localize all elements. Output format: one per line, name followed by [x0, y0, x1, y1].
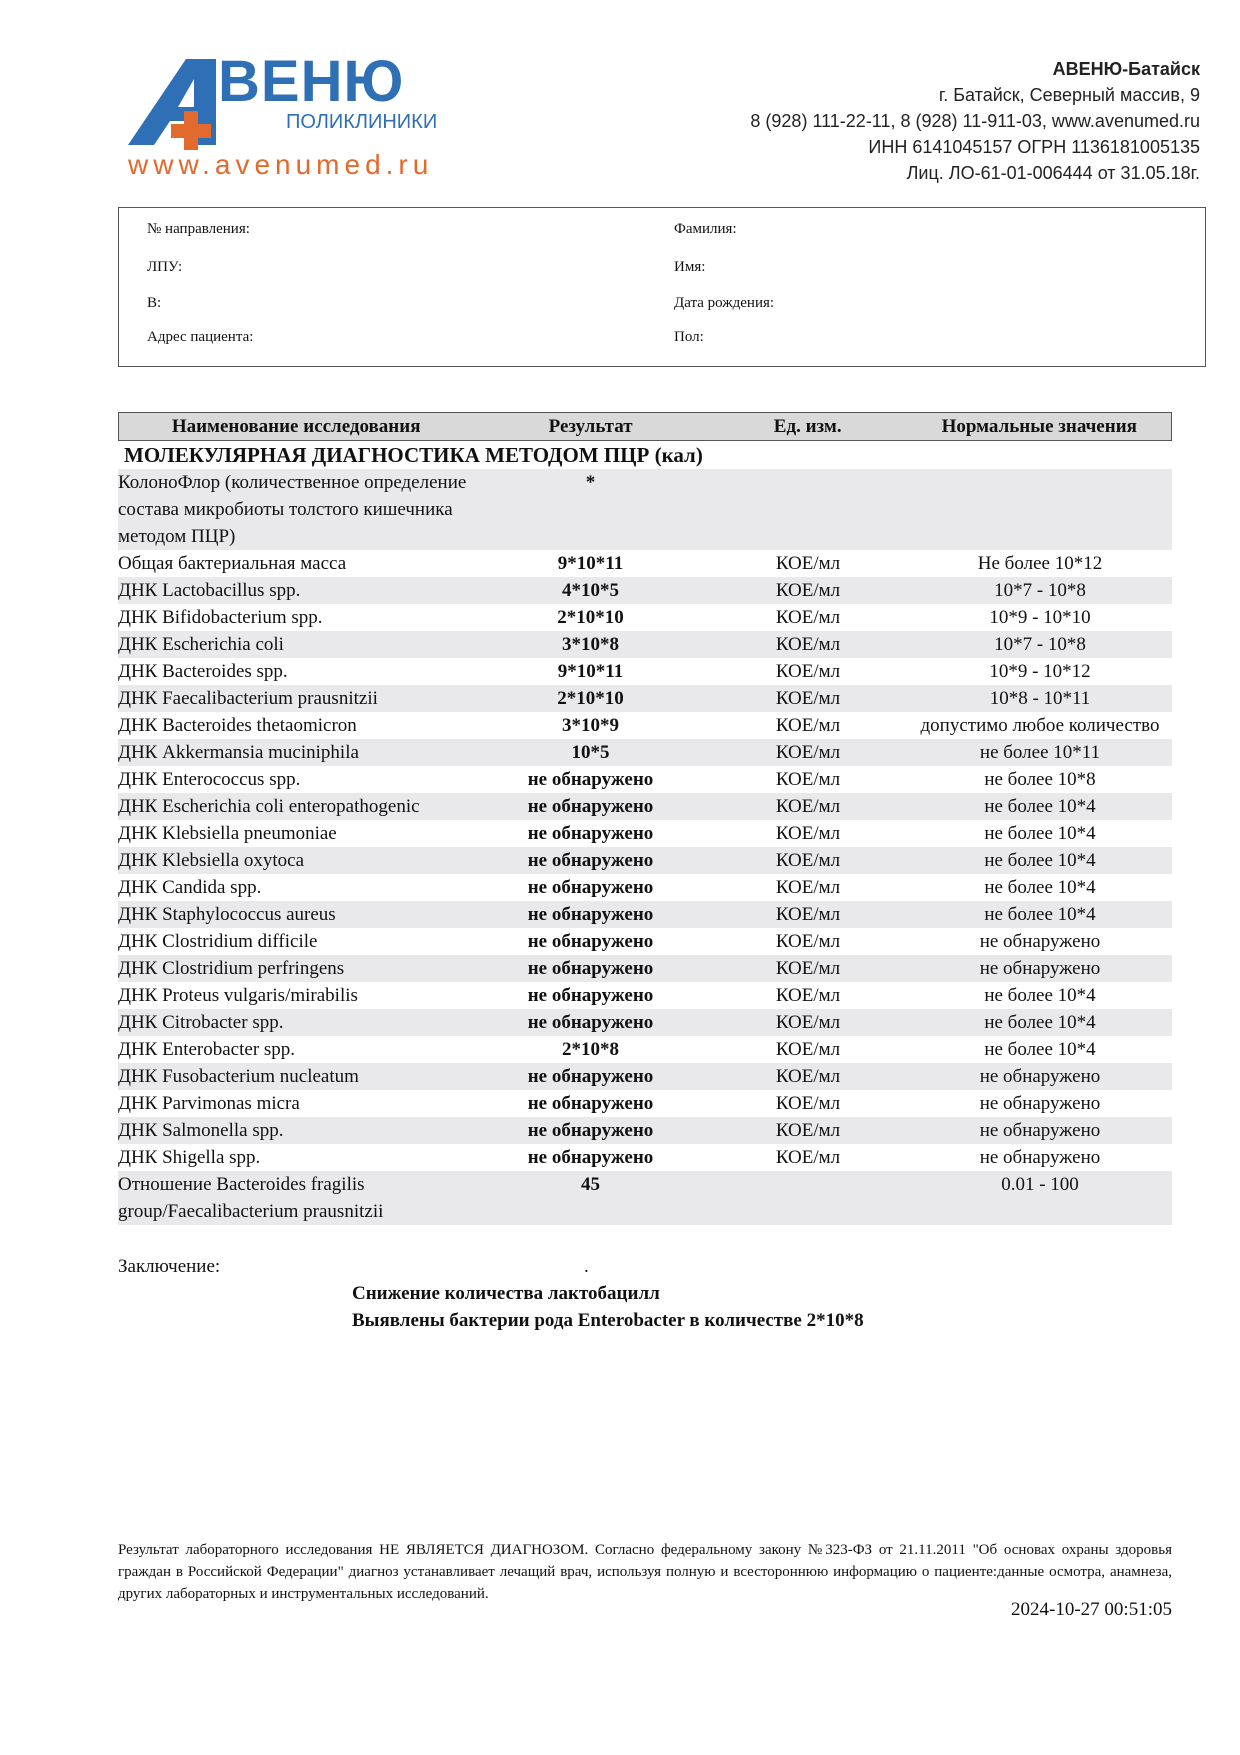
conclusion-line-2: Выявлены бактерии рода Enterobacter в количестве 2*10*8	[352, 1310, 864, 1331]
row-result: не обнаружено	[527, 769, 654, 790]
birth-date-label: Дата рождения:	[674, 295, 775, 311]
row-unit: КОЕ/мл	[775, 688, 841, 709]
row-norm: не более 10*4	[984, 904, 1096, 925]
row-result: не обнаружено	[527, 877, 654, 898]
row-norm: не обнаружено	[979, 958, 1101, 979]
timestamp: 2024-10-27 00:51:05	[1011, 1599, 1172, 1620]
conclusion-line-1: Снижение количества лактобацилл	[352, 1283, 660, 1304]
row-result: 3*10*9	[562, 715, 619, 736]
row-name: ДНК Proteus vulgaris/mirabilis	[118, 985, 358, 1006]
row-norm: не более 10*4	[984, 1012, 1096, 1033]
direction-label: № направления:	[147, 221, 250, 237]
row-norm: не более 10*4	[984, 877, 1096, 898]
row-result: 3*10*8	[562, 634, 619, 655]
org-address: г. Батайск, Северный массив, 9	[938, 85, 1200, 105]
row-norm: 10*8 - 10*11	[989, 688, 1091, 709]
header-norm: Нормальные значения	[941, 415, 1137, 437]
row-unit: КОЕ/мл	[775, 1039, 841, 1060]
table-row	[118, 874, 1172, 901]
row-result: не обнаружено	[527, 931, 654, 952]
row-name: ДНК Shigella spp.	[118, 1147, 261, 1168]
org-ids: ИНН 6141045157 ОГРН 1136181005135	[868, 137, 1200, 157]
table-row	[118, 928, 1172, 955]
row-norm: не обнаружено	[979, 1147, 1101, 1168]
row-norm: не более 10*4	[984, 985, 1096, 1006]
row-result: *	[585, 472, 596, 493]
row-name: ДНК Enterobacter spp.	[118, 1039, 296, 1060]
row-unit: КОЕ/мл	[775, 1093, 841, 1114]
row-unit: КОЕ/мл	[775, 796, 841, 817]
table-row	[118, 955, 1172, 982]
row-result: 4*10*5	[562, 580, 619, 601]
org-license: Лиц. ЛО-61-01-006444 от 31.05.18г.	[906, 163, 1200, 183]
table-row	[118, 847, 1172, 874]
org-phones: 8 (928) 111-22-11, 8 (928) 11-911-03, www.avenumed.ru	[750, 111, 1200, 131]
row-norm: не обнаружено	[979, 931, 1101, 952]
table-row	[118, 631, 1172, 658]
row-unit: КОЕ/мл	[775, 823, 841, 844]
row-norm: не обнаружено	[979, 1120, 1101, 1141]
row-result: 2*10*8	[562, 1039, 619, 1060]
clinic-logo	[128, 49, 468, 190]
row-unit: КОЕ/мл	[775, 580, 841, 601]
row-name: ДНК Faecalibacterium prausnitzii	[118, 688, 378, 709]
table-header	[118, 412, 1172, 441]
row-unit: КОЕ/мл	[775, 553, 841, 574]
table-row	[118, 577, 1172, 604]
row-unit: КОЕ/мл	[775, 742, 841, 763]
results-table	[118, 412, 1172, 1225]
table-row	[118, 1144, 1172, 1171]
row-norm: 0.01 - 100	[1001, 1174, 1079, 1195]
row-name: ДНК Clostridium difficile	[118, 931, 318, 952]
section-title: МОЛЕКУЛЯРНАЯ ДИАГНОСТИКА МЕТОДОМ ПЦР (кал)	[124, 443, 703, 467]
name-label: Имя:	[674, 259, 706, 275]
row-result: не обнаружено	[527, 1147, 654, 1168]
row-norm	[908, 469, 1172, 550]
row-unit: КОЕ/мл	[775, 1066, 841, 1087]
table-row	[118, 982, 1172, 1009]
row-unit: КОЕ/мл	[775, 877, 841, 898]
row-name: ДНК Bifidobacterium spp.	[118, 607, 323, 628]
lpu-label: ЛПУ:	[147, 259, 183, 275]
row-norm: не более 10*4	[984, 823, 1096, 844]
table-row	[118, 469, 1172, 550]
row-result: 9*10*11	[557, 553, 624, 574]
row-unit: КОЕ/мл	[775, 1012, 841, 1033]
row-unit: КОЕ/мл	[775, 769, 841, 790]
row-result: не обнаружено	[527, 1012, 654, 1033]
table-row	[118, 766, 1172, 793]
logo-subtitle: ПОЛИКЛИНИКИ	[286, 111, 438, 133]
table-row	[118, 1090, 1172, 1117]
disclaimer: Результат лабораторного исследования НЕ ЯВЛЯЕТСЯ ДИАГНОЗОМ. Согласно федеральному закону №323-ФЗ от 21.11.2011 "Об основах охраны здоровья граждан в Российской Федерации" диагноз устанавливает лечащий врач, используя полную и всестороннюю информацию о пациенте:данные осмотра, анамнеза, других лабораторных и инструментальных исследований.	[118, 1542, 1172, 1602]
header-name: Наименование исследования	[171, 415, 421, 437]
row-name: ДНК Parvimonas micra	[118, 1093, 300, 1114]
row-result: не обнаружено	[527, 1066, 654, 1087]
row-result: не обнаружено	[527, 823, 654, 844]
row-name: ДНК Candida spp.	[118, 877, 262, 898]
row-unit: КОЕ/мл	[775, 958, 841, 979]
row-norm: допустимо любое количество	[920, 715, 1160, 736]
logo-url: www.avenumed.ru	[128, 149, 434, 180]
table-row	[118, 901, 1172, 928]
row-unit: КОЕ/мл	[775, 1147, 841, 1168]
table-row	[118, 685, 1172, 712]
row-unit: КОЕ/мл	[775, 661, 841, 682]
row-name: ДНК Bacteroides spp.	[118, 661, 288, 682]
row-name: ДНК Citrobacter spp.	[118, 1012, 284, 1033]
table-row	[118, 604, 1172, 631]
row-unit: КОЕ/мл	[775, 985, 841, 1006]
row-norm: 10*9 - 10*12	[989, 661, 1091, 682]
row-unit: КОЕ/мл	[775, 1120, 841, 1141]
table-row	[118, 1117, 1172, 1144]
row-unit: КОЕ/мл	[775, 715, 841, 736]
row-name: ДНК Klebsiella oxytoca	[118, 850, 305, 871]
header-result: Результат	[548, 415, 633, 437]
row-result: 2*10*10	[557, 688, 624, 709]
row-name: ДНК Lactobacillus spp.	[118, 580, 301, 601]
row-norm: не обнаружено	[979, 1093, 1101, 1114]
row-norm: не более 10*8	[984, 769, 1096, 790]
header-unit: Ед. изм.	[773, 415, 842, 437]
row-result: 10*5	[571, 742, 610, 763]
surname-label: Фамилия:	[674, 221, 737, 237]
table-row	[118, 1009, 1172, 1036]
row-unit: КОЕ/мл	[775, 634, 841, 655]
row-result: 45	[581, 1174, 600, 1195]
address-label: Адрес пациента:	[147, 329, 254, 345]
organization-info	[750, 56, 1200, 186]
table-row	[118, 739, 1172, 766]
table-body	[118, 469, 1172, 1225]
row-result: 2*10*10	[557, 607, 624, 628]
table-row	[118, 658, 1172, 685]
row-name: ДНК Salmonella spp.	[118, 1120, 284, 1141]
row-norm: не более 10*11	[979, 742, 1101, 763]
row-unit: КОЕ/мл	[775, 931, 841, 952]
table-row	[118, 820, 1172, 847]
table-row	[118, 550, 1172, 577]
v-label: В:	[147, 295, 162, 311]
table-row	[118, 793, 1172, 820]
row-name: ДНК Escherichia coli enteropathogenic	[118, 796, 420, 817]
row-name: ДНК Staphylococcus aureus	[118, 904, 336, 925]
row-unit: КОЕ/мл	[775, 607, 841, 628]
row-norm: не обнаружено	[979, 1066, 1101, 1087]
table-row	[118, 1171, 1172, 1225]
row-norm: 10*9 - 10*10	[989, 607, 1091, 628]
row-unit	[708, 469, 908, 550]
row-result: не обнаружено	[527, 985, 654, 1006]
row-name: ДНК Fusobacterium nucleatum	[118, 1066, 359, 1087]
row-unit	[708, 1171, 908, 1225]
row-result: 9*10*11	[557, 661, 624, 682]
row-norm: не более 10*4	[984, 796, 1096, 817]
row-name: ДНК Bacteroides thetaomicron	[118, 715, 357, 736]
row-name: ДНК Enterococcus spp.	[118, 769, 301, 790]
row-result: не обнаружено	[527, 958, 654, 979]
table-row	[118, 1036, 1172, 1063]
row-name: Общая бактериальная масса	[118, 553, 347, 574]
logo-wordmark: ВЕНЮ	[218, 49, 405, 114]
row-name: ДНК Clostridium perfringens	[118, 958, 345, 979]
patient-info-box	[118, 207, 1206, 367]
row-norm: 10*7 - 10*8	[994, 634, 1086, 655]
table-row	[118, 712, 1172, 739]
table-row	[118, 1063, 1172, 1090]
row-norm: не более 10*4	[984, 850, 1096, 871]
row-result: не обнаружено	[527, 850, 654, 871]
row-name: Отношение Bacteroides fragilis group/Faecalibacterium prausnitzii	[118, 1174, 384, 1222]
row-result: не обнаружено	[527, 1093, 654, 1114]
conclusion-marker: .	[584, 1256, 589, 1277]
row-unit: КОЕ/мл	[775, 904, 841, 925]
row-norm: 10*7 - 10*8	[994, 580, 1086, 601]
row-name: ДНК Escherichia coli	[118, 634, 284, 655]
row-result: не обнаружено	[527, 904, 654, 925]
row-result: не обнаружено	[527, 796, 654, 817]
row-name: КолоноФлор (количественное определение состава микробиоты толстого кишечника методом ПЦР)	[118, 472, 467, 547]
conclusion-label: Заключение:	[118, 1256, 221, 1277]
row-norm: Не более 10*12	[977, 553, 1103, 574]
org-name: АВЕНЮ-Батайск	[1052, 59, 1200, 79]
sex-label: Пол:	[674, 329, 704, 345]
row-norm: не более 10*4	[984, 1039, 1096, 1060]
row-name: ДНК Akkermansia muciniphila	[118, 742, 359, 763]
row-result: не обнаружено	[527, 1120, 654, 1141]
row-unit: КОЕ/мл	[775, 850, 841, 871]
row-name: ДНК Klebsiella pneumoniae	[118, 823, 337, 844]
